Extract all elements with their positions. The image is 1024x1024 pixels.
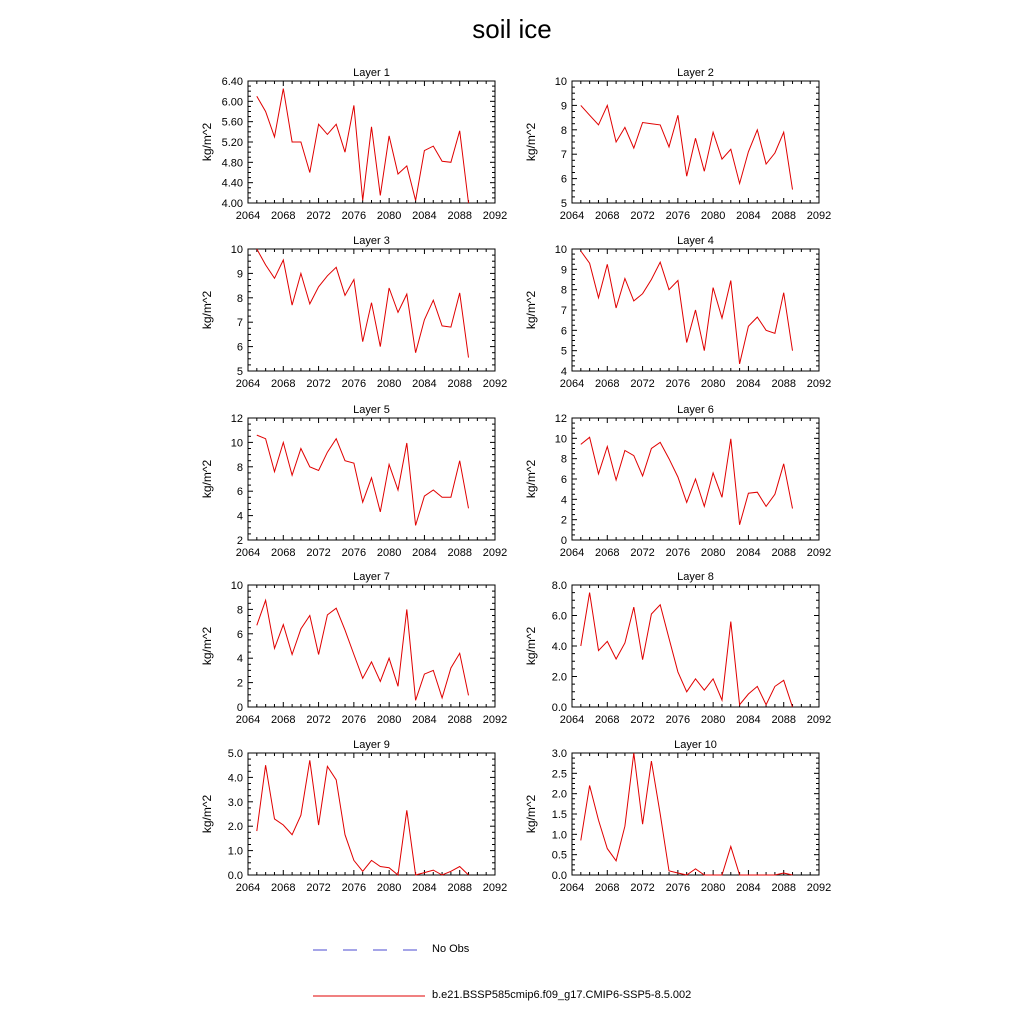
plot-title: Layer 1	[353, 67, 390, 79]
y-tick-label: 6	[236, 341, 243, 354]
x-tick-label: 2084	[736, 714, 761, 726]
x-tick-label: 2072	[630, 210, 655, 222]
x-tick-label: 2084	[412, 547, 437, 559]
layer-plot-7	[200, 571, 507, 726]
y-tick-label: 6	[236, 628, 243, 641]
x-tick-label: 2064	[559, 882, 585, 894]
x-tick-label: 2080	[376, 882, 402, 894]
y-tick-label: 8.0	[551, 580, 567, 592]
x-tick-label: 2076	[665, 882, 691, 894]
plot-title: Layer 5	[353, 404, 390, 416]
layer-plot-6	[524, 404, 831, 559]
y-tick-label: 10	[230, 437, 243, 450]
x-tick-label: 2084	[412, 378, 437, 390]
x-tick-label: 2080	[376, 378, 402, 390]
x-tick-label: 2076	[341, 210, 367, 222]
y-axis-label: kg/m^2	[524, 626, 538, 666]
y-tick-label: 6.40	[221, 76, 243, 88]
y-tick-label: 2.0	[227, 821, 243, 834]
series-line	[257, 760, 469, 875]
y-tick-label: 5.0	[227, 748, 243, 760]
x-tick-label: 2068	[595, 547, 620, 559]
y-axis-label: kg/m^2	[524, 459, 538, 499]
y-tick-label: 1.0	[227, 845, 243, 858]
plot-title: Layer 6	[677, 404, 714, 416]
y-tick-label: 0.0	[227, 870, 243, 882]
x-tick-label: 2080	[700, 714, 726, 726]
x-tick-label: 2080	[700, 547, 726, 559]
x-tick-label: 2092	[806, 882, 832, 894]
plot-title: Layer 3	[353, 235, 390, 247]
x-tick-label: 2072	[306, 210, 331, 222]
x-tick-label: 2064	[559, 547, 585, 559]
x-tick-label: 2088	[447, 882, 472, 894]
y-tick-label: 4	[236, 510, 243, 523]
y-tick-label: 5	[560, 198, 567, 210]
plot-title: Layer 7	[353, 571, 390, 583]
x-tick-label: 2092	[806, 547, 832, 559]
series-line	[257, 249, 469, 358]
y-tick-label: 6.00	[221, 96, 243, 109]
y-tick-label: 5.60	[221, 116, 243, 129]
x-tick-label: 2072	[630, 882, 655, 894]
x-tick-label: 2068	[271, 882, 296, 894]
y-tick-label: 2.0	[551, 671, 567, 684]
series-line	[581, 437, 793, 525]
x-tick-label: 2068	[271, 547, 296, 559]
x-tick-label: 2076	[665, 714, 691, 726]
layer-plot-4	[524, 235, 831, 390]
plot-frame	[248, 585, 495, 707]
x-tick-label: 2084	[412, 210, 437, 222]
x-tick-label: 2088	[771, 378, 796, 390]
x-tick-label: 2068	[595, 378, 620, 390]
y-tick-label: 3.0	[551, 748, 567, 760]
x-tick-label: 2084	[736, 378, 761, 390]
series-line	[257, 435, 469, 525]
x-tick-label: 2088	[771, 882, 796, 894]
layer-plot-10	[524, 739, 831, 894]
y-tick-label: 4.0	[227, 772, 243, 785]
y-axis-label: kg/m^2	[524, 122, 538, 162]
y-tick-label: 4.80	[221, 157, 243, 170]
y-tick-label: 8	[560, 284, 567, 297]
layer-plot-1	[200, 67, 507, 222]
plot-frame	[572, 81, 819, 203]
y-tick-label: 8	[236, 604, 243, 617]
x-tick-label: 2076	[665, 378, 691, 390]
x-tick-label: 2068	[595, 714, 620, 726]
x-tick-label: 2092	[806, 714, 832, 726]
plot-title: Layer 4	[677, 235, 714, 247]
y-tick-label: 5	[236, 366, 243, 378]
y-tick-label: 10	[554, 433, 567, 446]
x-tick-label: 2088	[771, 547, 796, 559]
x-tick-label: 2064	[235, 547, 261, 559]
layer-plot-8	[524, 571, 831, 726]
x-tick-label: 2068	[271, 378, 296, 390]
x-tick-label: 2084	[736, 882, 761, 894]
y-tick-label: 5.20	[221, 137, 243, 149]
x-tick-label: 2064	[235, 378, 261, 390]
y-axis-label: kg/m^2	[200, 626, 214, 666]
series-line	[581, 593, 793, 707]
plot-title: Layer 8	[677, 571, 714, 583]
x-tick-label: 2092	[806, 378, 832, 390]
x-tick-label: 2080	[376, 547, 402, 559]
x-tick-label: 2080	[376, 210, 402, 222]
y-axis-label: kg/m^2	[200, 794, 214, 834]
x-tick-label: 2064	[559, 210, 585, 222]
y-tick-label: 12	[554, 413, 567, 425]
plot-title: Layer 9	[353, 739, 390, 751]
y-tick-label: 8	[236, 292, 243, 305]
y-tick-label: 6.0	[551, 610, 567, 623]
x-tick-label: 2072	[630, 547, 655, 559]
y-tick-label: 10	[554, 76, 567, 88]
page-title: soil ice	[472, 14, 552, 44]
x-tick-label: 2076	[665, 547, 691, 559]
x-tick-label: 2080	[700, 882, 726, 894]
x-tick-label: 2072	[306, 547, 331, 559]
x-tick-label: 2092	[482, 210, 508, 222]
x-tick-label: 2084	[412, 714, 437, 726]
y-tick-label: 2	[236, 677, 243, 690]
x-tick-label: 2076	[341, 882, 367, 894]
series-line	[581, 251, 793, 364]
y-tick-label: 6	[560, 325, 567, 338]
x-tick-label: 2076	[341, 378, 367, 390]
legend-model-label: b.e21.BSSP585cmip6.f09_g17.CMIP6-SSP5-8.5.002	[432, 989, 692, 1001]
y-tick-label: 9	[236, 268, 243, 281]
y-tick-label: 5	[560, 345, 567, 358]
y-tick-label: 4	[560, 366, 567, 378]
x-tick-label: 2064	[235, 210, 261, 222]
x-tick-label: 2088	[771, 210, 796, 222]
x-tick-label: 2068	[595, 882, 620, 894]
x-tick-label: 2088	[447, 378, 472, 390]
x-tick-label: 2080	[700, 210, 726, 222]
y-tick-label: 8	[236, 461, 243, 474]
y-tick-label: 2	[560, 514, 567, 527]
x-tick-label: 2064	[559, 714, 585, 726]
y-tick-label: 6	[236, 486, 243, 499]
plot-title: Layer 2	[677, 67, 714, 79]
y-tick-label: 6	[560, 474, 567, 486]
plot-frame	[572, 753, 819, 875]
y-axis-label: kg/m^2	[200, 122, 214, 162]
x-tick-label: 2076	[665, 210, 691, 222]
x-tick-label: 2072	[306, 882, 331, 894]
x-tick-label: 2068	[271, 714, 296, 726]
y-tick-label: 0	[560, 535, 567, 547]
y-tick-label: 10	[230, 580, 243, 592]
y-tick-label: 4.40	[221, 177, 243, 190]
y-tick-label: 9	[560, 264, 567, 277]
y-tick-label: 0	[236, 702, 243, 714]
y-tick-label: 9	[560, 100, 567, 113]
x-tick-label: 2088	[771, 714, 796, 726]
y-tick-label: 4	[560, 494, 567, 507]
y-tick-label: 2	[236, 535, 243, 547]
x-tick-label: 2064	[559, 378, 585, 390]
y-tick-label: 4.00	[221, 198, 243, 210]
y-tick-label: 12	[230, 413, 243, 425]
y-tick-label: 6	[560, 173, 567, 186]
x-tick-label: 2084	[412, 882, 437, 894]
x-tick-label: 2072	[630, 714, 655, 726]
y-tick-label: 4	[236, 653, 243, 666]
y-axis-label: kg/m^2	[524, 794, 538, 834]
x-tick-label: 2068	[271, 210, 296, 222]
x-tick-label: 2088	[447, 547, 472, 559]
x-tick-label: 2092	[482, 378, 508, 390]
x-tick-label: 2064	[235, 882, 261, 894]
x-tick-label: 2084	[736, 547, 761, 559]
layer-plot-9	[200, 739, 507, 894]
y-tick-label: 2.5	[551, 768, 567, 781]
y-tick-label: 1.5	[551, 809, 567, 821]
layer-plot-3	[200, 235, 507, 390]
y-tick-label: 0.0	[551, 870, 567, 882]
layer-plot-2	[524, 67, 831, 222]
y-axis-label: kg/m^2	[200, 459, 214, 499]
x-tick-label: 2072	[630, 378, 655, 390]
layer-plot-5	[200, 404, 507, 559]
x-tick-label: 2080	[700, 378, 726, 390]
y-tick-label: 7	[236, 317, 243, 330]
x-tick-label: 2088	[447, 714, 472, 726]
y-tick-label: 8	[560, 124, 567, 137]
y-tick-label: 7	[560, 305, 567, 317]
y-tick-label: 10	[554, 244, 567, 256]
y-tick-label: 10	[230, 244, 243, 256]
x-tick-label: 2092	[482, 714, 508, 726]
series-line	[257, 89, 469, 203]
y-tick-label: 7	[560, 149, 567, 162]
x-tick-label: 2072	[306, 378, 331, 390]
x-tick-label: 2076	[341, 714, 367, 726]
legend-obs-label: No Obs	[432, 943, 470, 955]
x-tick-label: 2092	[482, 547, 508, 559]
plot-title: Layer 10	[674, 739, 717, 751]
x-tick-label: 2084	[736, 210, 761, 222]
x-tick-label: 2092	[482, 882, 508, 894]
y-tick-label: 2.0	[551, 788, 567, 801]
y-tick-label: 0.0	[551, 702, 567, 714]
x-tick-label: 2088	[447, 210, 472, 222]
series-line	[581, 105, 793, 189]
y-axis-label: kg/m^2	[524, 290, 538, 330]
x-tick-label: 2092	[806, 210, 832, 222]
series-line	[257, 600, 469, 700]
x-tick-label: 2072	[306, 714, 331, 726]
series-line	[581, 753, 793, 875]
plot-frame	[248, 753, 495, 875]
y-axis-label: kg/m^2	[200, 290, 214, 330]
y-tick-label: 1.0	[551, 829, 567, 842]
y-tick-label: 4.0	[551, 641, 567, 653]
x-tick-label: 2080	[376, 714, 402, 726]
x-tick-label: 2064	[235, 714, 261, 726]
x-tick-label: 2068	[595, 210, 620, 222]
y-tick-label: 8	[560, 453, 567, 466]
y-tick-label: 3.0	[227, 796, 243, 809]
x-tick-label: 2076	[341, 547, 367, 559]
y-tick-label: 0.5	[551, 849, 567, 862]
